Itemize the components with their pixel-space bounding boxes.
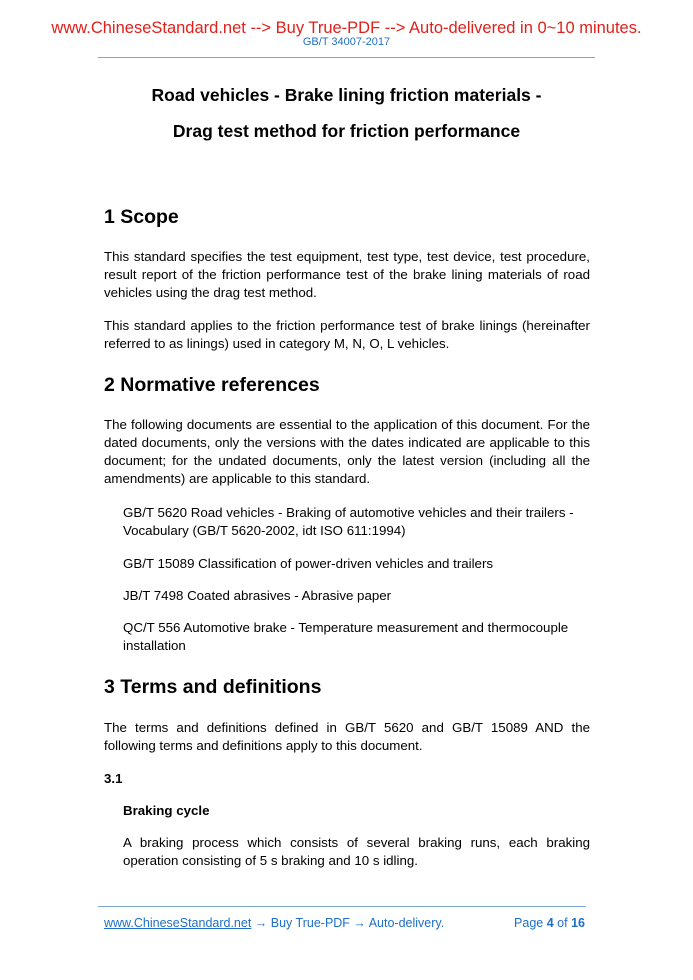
- footer-website-link[interactable]: www.ChineseStandard.net: [104, 916, 252, 930]
- reference-item: GB/T 5620 Road vehicles - Braking of automotive vehicles and their trailers - Vocabulary (GB/T 5620-2002, idt ISO 611:1994): [123, 505, 574, 538]
- document-title-line-2: Drag test method for friction performance: [172, 121, 521, 141]
- clause-number: 3.1: [104, 771, 123, 786]
- terms-intro-paragraph: The terms and definitions defined in GB/T 5620 and GB/T 15089 AND the following terms and definitions apply to this document.: [104, 720, 590, 753]
- section-heading-terms-definitions: 3 Terms and definitions: [104, 676, 322, 698]
- scope-paragraph-2: This standard applies to the friction performance test of brake linings (hereinafter referred to as linings) used in category M, N, O, L vehicles.: [104, 318, 590, 351]
- reference-item: JB/T 7498 Coated abrasives - Abrasive paper: [123, 588, 392, 603]
- of-label: of: [557, 916, 568, 930]
- page-footer: [104, 916, 585, 931]
- footer-divider: [98, 906, 586, 907]
- reference-item: GB/T 15089 Classification of power-driven vehicles and trailers: [123, 556, 494, 571]
- document-title-line-1: Road vehicles - Brake lining friction materials -: [151, 85, 542, 105]
- term-heading: Braking cycle: [123, 803, 210, 818]
- top-banner[interactable]: www.ChineseStandard.net --> Buy True-PDF --> Auto-delivered in 0~10 minutes.: [51, 19, 642, 37]
- total-pages: 16: [571, 916, 585, 930]
- footer-promo-text: → Buy True-PDF → Auto-delivery.: [251, 916, 445, 930]
- page-indicator: [514, 916, 585, 931]
- term-definition: A braking process which consists of several braking runs, each braking operation consisting of 5 s braking and 10 s idling.: [123, 835, 590, 868]
- normative-intro-paragraph: The following documents are essential to the application of this document. For the dated documents, only the versions with the dates indicated are applicable to this document; for the undated documents, only the latest version (including all the amendments) are applicable to this standard.: [104, 417, 590, 486]
- section-heading-normative-references: 2 Normative references: [104, 374, 320, 396]
- current-page-number: 4: [546, 916, 554, 930]
- document-id: GB/T 34007-2017: [302, 36, 391, 48]
- section-heading-scope: 1 Scope: [104, 206, 179, 228]
- page-label: Page: [514, 916, 544, 930]
- scope-paragraph-1: This standard specifies the test equipment, test type, test device, test procedure, result report of the friction performance test of the brake lining materials of road vehicles using the drag test method.: [104, 249, 590, 300]
- reference-item: QC/T 556 Automotive brake - Temperature measurement and thermocouple installation: [123, 620, 569, 653]
- header-divider: [98, 57, 595, 58]
